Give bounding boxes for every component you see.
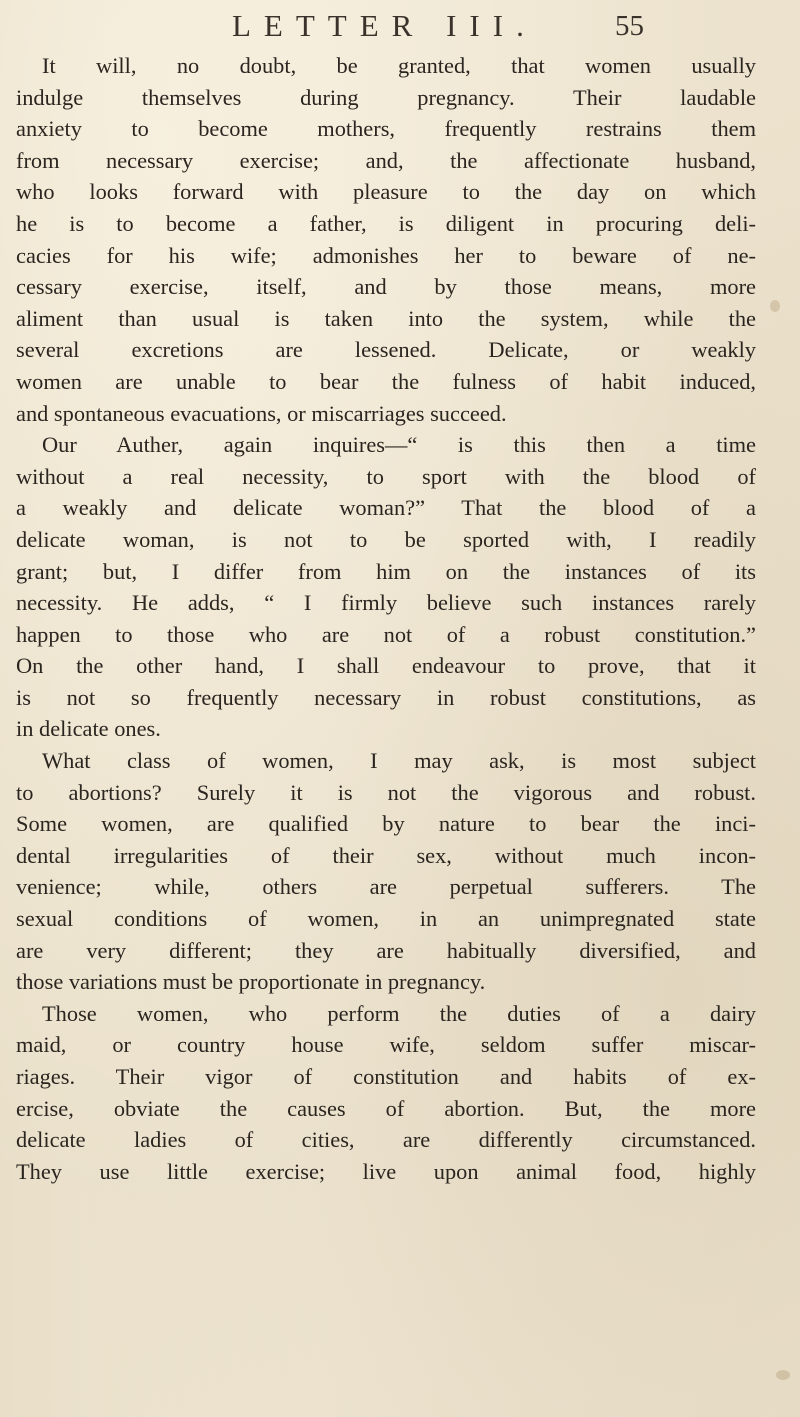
text-line: a weakly and delicate woman?” That the blood of a xyxy=(16,495,756,521)
text-line: are very different; they are habitually diversified, and xyxy=(16,937,756,963)
running-head: LETTER III. xyxy=(232,8,537,43)
text-line: maid, or country house wife, seldom suffer miscar- xyxy=(16,1032,756,1058)
text-line: sexual conditions of women, in an unimpregnated state xyxy=(16,906,756,932)
text-line: necessity. He adds, “ I firmly believe such instances rarely xyxy=(16,590,756,616)
text-line: indulge themselves during pregnancy. Their laudable xyxy=(16,84,756,110)
text-line: delicate woman, is not to be sported with, I readily xyxy=(16,526,756,552)
text-line: in delicate ones. xyxy=(16,716,161,742)
text-line: They use little exercise; live upon animal food, highly xyxy=(16,1158,756,1184)
text-line: dental irregularities of their sex, without much incon- xyxy=(16,842,756,868)
text-line: Some women, are qualified by nature to bear the inci- xyxy=(16,811,756,837)
text-line: several excretions are lessened. Delicate, or weakly xyxy=(16,337,756,363)
text-line: cacies for his wife; admonishes her to beware of ne- xyxy=(16,242,756,268)
text-line: Those women, who perform the duties of a dairy xyxy=(42,1000,756,1026)
text-line: ercise, obviate the causes of abortion. But, the more xyxy=(16,1095,756,1121)
text-line: anxiety to become mothers, frequently restrains them xyxy=(16,116,756,142)
text-line: venience; while, others are perpetual sufferers. The xyxy=(16,874,756,900)
text-line: Our Auther, again inquires—“ is this then a time xyxy=(42,432,756,458)
text-line: to abortions? Surely it is not the vigorous and robust. xyxy=(16,779,756,805)
text-line: riages. Their vigor of constitution and habits of ex- xyxy=(16,1064,756,1089)
page-header xyxy=(0,4,800,56)
text-line: On the other hand, I shall endeavour to prove, that it xyxy=(16,653,756,679)
text-line: and spontaneous evacuations, or miscarriages succeed. xyxy=(16,400,507,426)
text-line: cessary exercise, itself, and by those means, more xyxy=(16,274,756,300)
text-line: he is to become a father, is diligent in procuring deli- xyxy=(16,210,756,236)
text-line: happen to those who are not of a robust constitution.” xyxy=(16,621,756,647)
text-line: What class of women, I may ask, is most subject xyxy=(42,748,756,774)
text-line: grant; but, I differ from him on the instances of its xyxy=(16,558,756,584)
text-line: is not so frequently necessary in robust constitutions, as xyxy=(16,684,756,710)
page-number: 55 xyxy=(615,10,644,42)
text-line: from necessary exercise; and, the affectionate husband, xyxy=(16,147,756,173)
text-line: women are unable to bear the fulness of habit induced, xyxy=(16,368,756,394)
text-line: delicate ladies of cities, are differently circumstanced. xyxy=(16,1127,756,1153)
text-line: without a real necessity, to sport with the blood of xyxy=(16,463,756,489)
paper-stain xyxy=(770,300,780,312)
text-line: It will, no doubt, be granted, that women usually xyxy=(42,53,756,78)
text-line: aliment than usual is taken into the system, while the xyxy=(16,305,756,331)
text-line: who looks forward with pleasure to the day on which xyxy=(16,179,756,205)
text-line: those variations must be proportionate in pregnancy. xyxy=(16,969,486,995)
body-text xyxy=(16,50,756,1187)
paper-stain xyxy=(776,1370,790,1380)
